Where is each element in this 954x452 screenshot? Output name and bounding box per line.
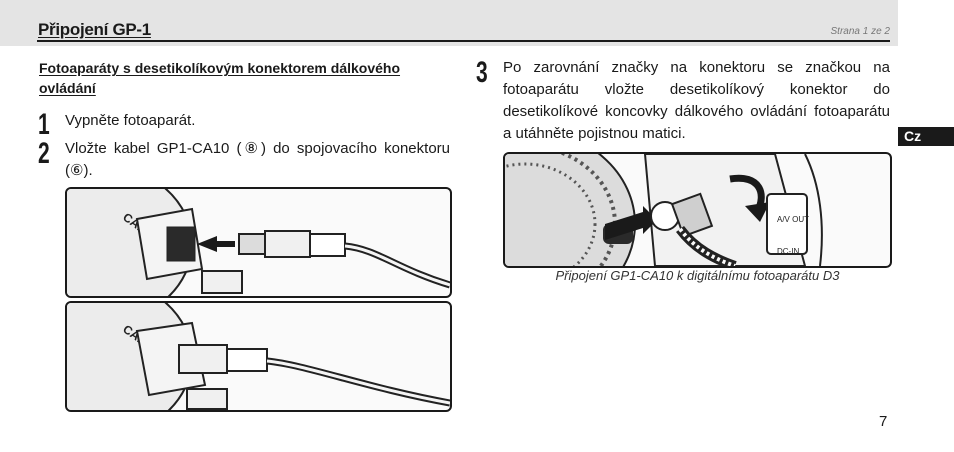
page-counter: Strana 1 ze 2 [830, 26, 890, 37]
step-2-text: Vložte kabel GP1-CA10 (⑧) do spojovacího konektoru (⑥). [65, 140, 450, 179]
page-number: 7 [879, 413, 888, 430]
cable-clip [187, 389, 227, 409]
connector-insert-drawing [67, 189, 450, 296]
insert-arrow-icon [197, 236, 235, 252]
step-1-text: Vypněte fotoaparát. [65, 112, 196, 129]
header-rule [37, 40, 890, 42]
connector-connected-drawing [67, 303, 450, 410]
step-2-number: 2 [38, 137, 50, 170]
cable-plug [239, 234, 265, 254]
connector-socket [167, 227, 195, 261]
plug-grip [179, 345, 227, 373]
connector-illustration-connected [65, 301, 452, 412]
section-heading: Fotoaparáty s desetikolíkovým konektorem dálkového ovládání [39, 60, 401, 96]
plug-grip [265, 231, 310, 257]
language-tab: Cz [898, 127, 954, 146]
dc-in-label: DC-IN [777, 247, 800, 256]
page-title: Připojení GP-1 [38, 20, 151, 39]
d3-connection-drawing [505, 154, 890, 266]
connector-illustration-insert [65, 187, 452, 298]
av-out-port-cover [767, 194, 810, 254]
cable-clip [202, 271, 242, 293]
av-out-label: A/V OUT [777, 215, 810, 224]
cable-sleeve [310, 234, 345, 256]
step-3-text: Po zarovnání značky na konektoru se značkou na fotoaparátu vložte desetikolíkový konektor do desetikolíkové koncovky dálkového ovládání fotoaparátu a utáhněte pojistnou matici. [503, 59, 890, 142]
d3-connection-illustration [503, 152, 892, 268]
step-1-number: 1 [38, 108, 50, 141]
step-3-number: 3 [476, 56, 488, 89]
illustration-caption: Připojení GP1-CA10 k digitálnímu fotoaparátu D3 [555, 268, 840, 283]
cable-sleeve [227, 349, 267, 371]
